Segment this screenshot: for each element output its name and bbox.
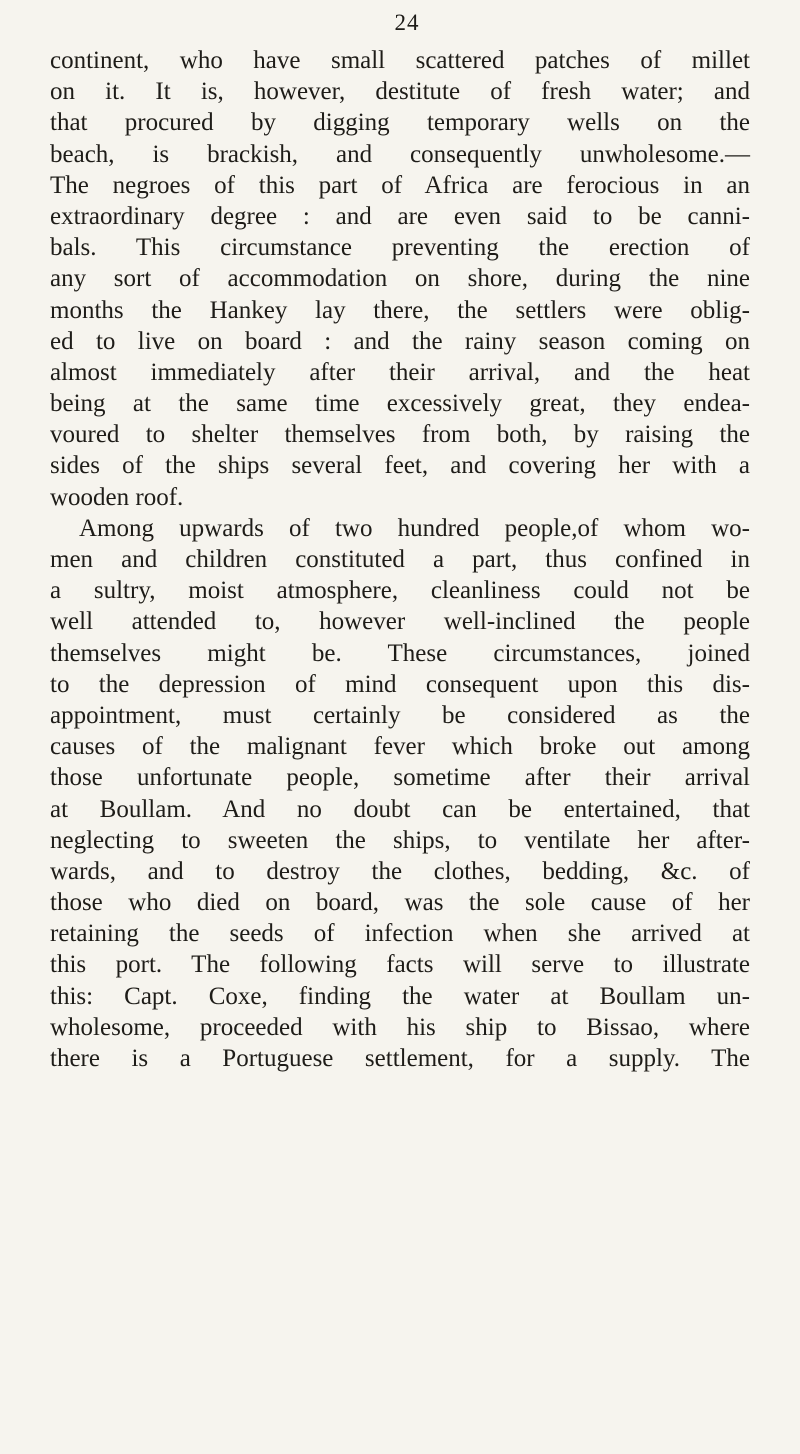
text-line: ed to live on board : and the rainy season coming on xyxy=(50,327,750,355)
text-line: The negroes of this part of Africa are ferocious in an xyxy=(50,171,750,199)
text-line: being at the same time excessively great, they endea- xyxy=(50,390,750,418)
body-text xyxy=(50,45,750,1074)
text-line: neglecting to sweeten the ships, to ventilate her after- xyxy=(50,826,750,854)
text-line: appointment, must certainly be considered as the xyxy=(50,701,750,729)
text-line: themselves might be. These circumstances, joined xyxy=(50,639,750,667)
text-line: this: Capt. Coxe, finding the water at Boullam un- xyxy=(50,982,750,1010)
text-line: on it. It is, however, destitute of fresh water; and xyxy=(50,78,750,106)
text-line: there is a Portuguese settlement, for a supply. The xyxy=(50,1045,750,1072)
text-line: those unfortunate people, sometime after their arrival xyxy=(50,764,750,792)
text-line: wholesome, proceeded with his ship to Bissao, where xyxy=(50,1013,750,1041)
text-line: continent, who have small scattered patches of millet xyxy=(50,47,750,74)
text-line: retaining the seeds of infection when she arrived at xyxy=(50,920,750,948)
text-line: well attended to, however well-inclined the people xyxy=(50,608,750,636)
text-line: this port. The following facts will serve to illustrate xyxy=(50,951,750,979)
paragraph-end-line: wooden roof. xyxy=(50,483,184,511)
text-line: causes of the malignant fever which broke out among xyxy=(50,733,750,761)
text-line: wards, and to destroy the clothes, bedding, &c. of xyxy=(50,857,750,885)
text-line: to the depression of mind consequent upon this dis- xyxy=(50,670,750,698)
text-line: that procured by digging temporary wells on the xyxy=(50,109,750,137)
text-line: extraordinary degree : and are even said to be canni- xyxy=(50,202,750,230)
text-line: at Boullam. And no doubt can be entertained, that xyxy=(50,795,750,823)
text-line: any sort of accommodation on shore, during the nine xyxy=(50,265,750,293)
text-line: bals. This circumstance preventing the erection of xyxy=(50,234,750,262)
text-line: those who died on board, was the sole cause of her xyxy=(50,889,750,917)
text-line: almost immediately after their arrival, and the heat xyxy=(50,358,750,386)
page-number: 24 xyxy=(394,10,420,35)
text-line: beach, is brackish, and consequently unwholesome.— xyxy=(50,140,750,168)
text-line: sides of the ships several feet, and covering her with a xyxy=(50,452,750,480)
text-line: men and children constituted a part, thus confined in xyxy=(50,546,750,573)
text-line: a sultry, moist atmosphere, cleanliness could not be xyxy=(50,577,750,605)
paragraph-start-line: Among upwards of two hundred people,of whom wo- xyxy=(79,514,750,542)
text-line: voured to shelter themselves from both, by raising the xyxy=(50,421,750,449)
text-line: months the Hankey lay there, the settlers were oblig- xyxy=(50,296,750,324)
